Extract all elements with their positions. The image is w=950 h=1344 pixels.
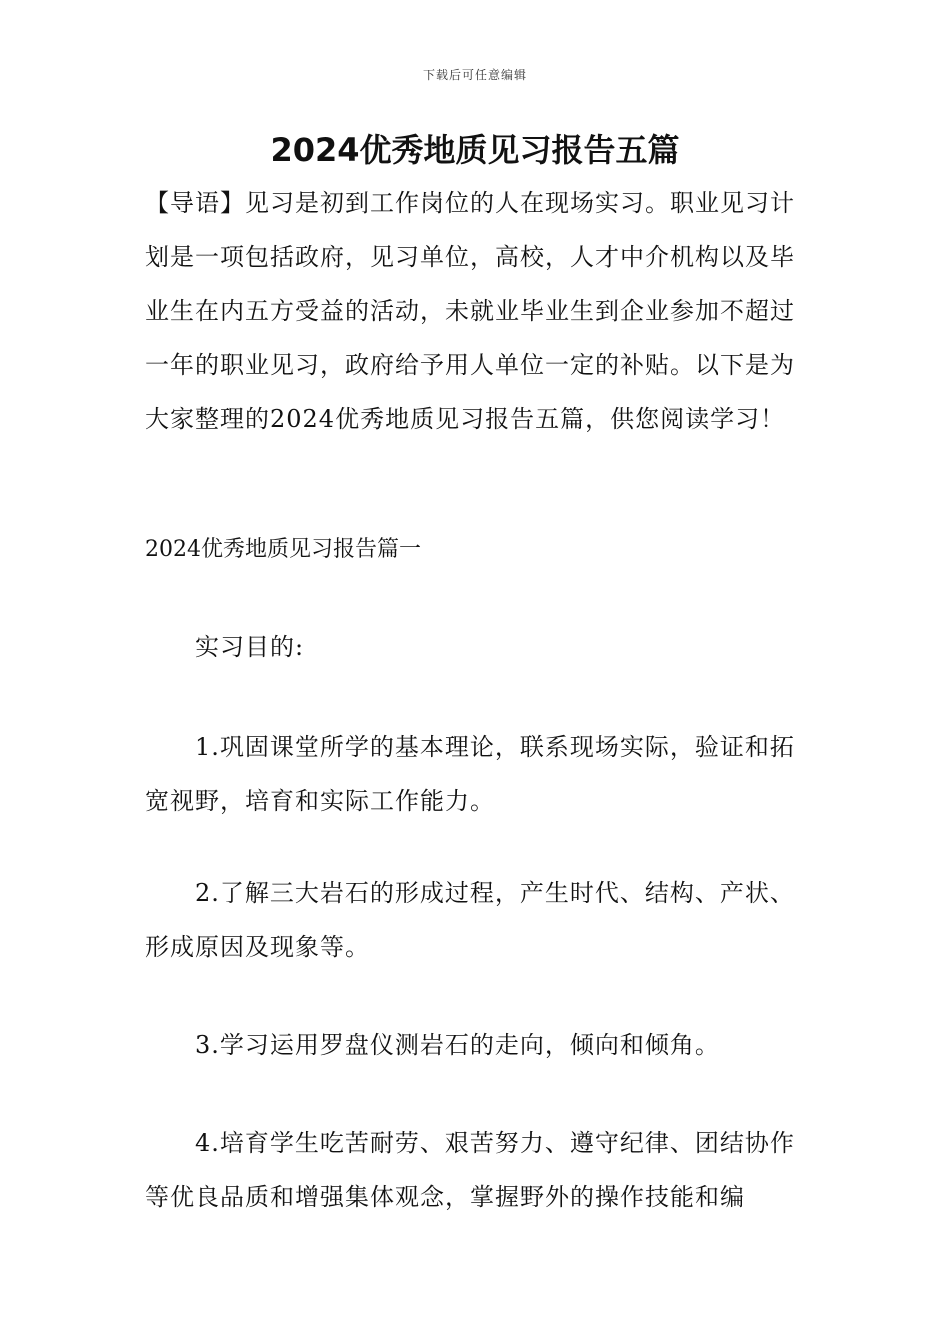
list-item: 1.巩固课堂所学的基本理论，联系现场实际，验证和拓宽视野，培育和实际工作能力。: [145, 733, 795, 815]
list-item: 4.培育学生吃苦耐劳、艰苦努力、遵守纪律、团结协作等优良品质和增强集体观念，掌握野外的操作技能和编: [145, 1129, 795, 1211]
section-heading: 2024优秀地质见习报告篇一: [145, 537, 421, 562]
document-title: 2024优秀地质见习报告五篇: [270, 131, 680, 169]
header-note: 下载后可任意编辑: [422, 68, 527, 82]
list-item: 2.了解三大岩石的形成过程，产生时代、结构、产状、形成原因及现象等。: [145, 879, 795, 961]
goal-label: 实习目的:: [195, 633, 305, 661]
list-item: 3.学习运用罗盘仪测岩石的走向，倾向和倾角。: [195, 1031, 720, 1059]
intro-paragraph: 【导语】见习是初到工作岗位的人在现场实习。职业见习计划是一项包括政府，见习单位，高校，人才中介机构以及毕业生在内五方受益的活动，未就业毕业生到企业参加不超过一年的职业见习，政府给予用人单位一定的补贴。以下是为大家整理的2024优秀地质见习报告五篇，供您阅读学习！: [145, 189, 795, 433]
